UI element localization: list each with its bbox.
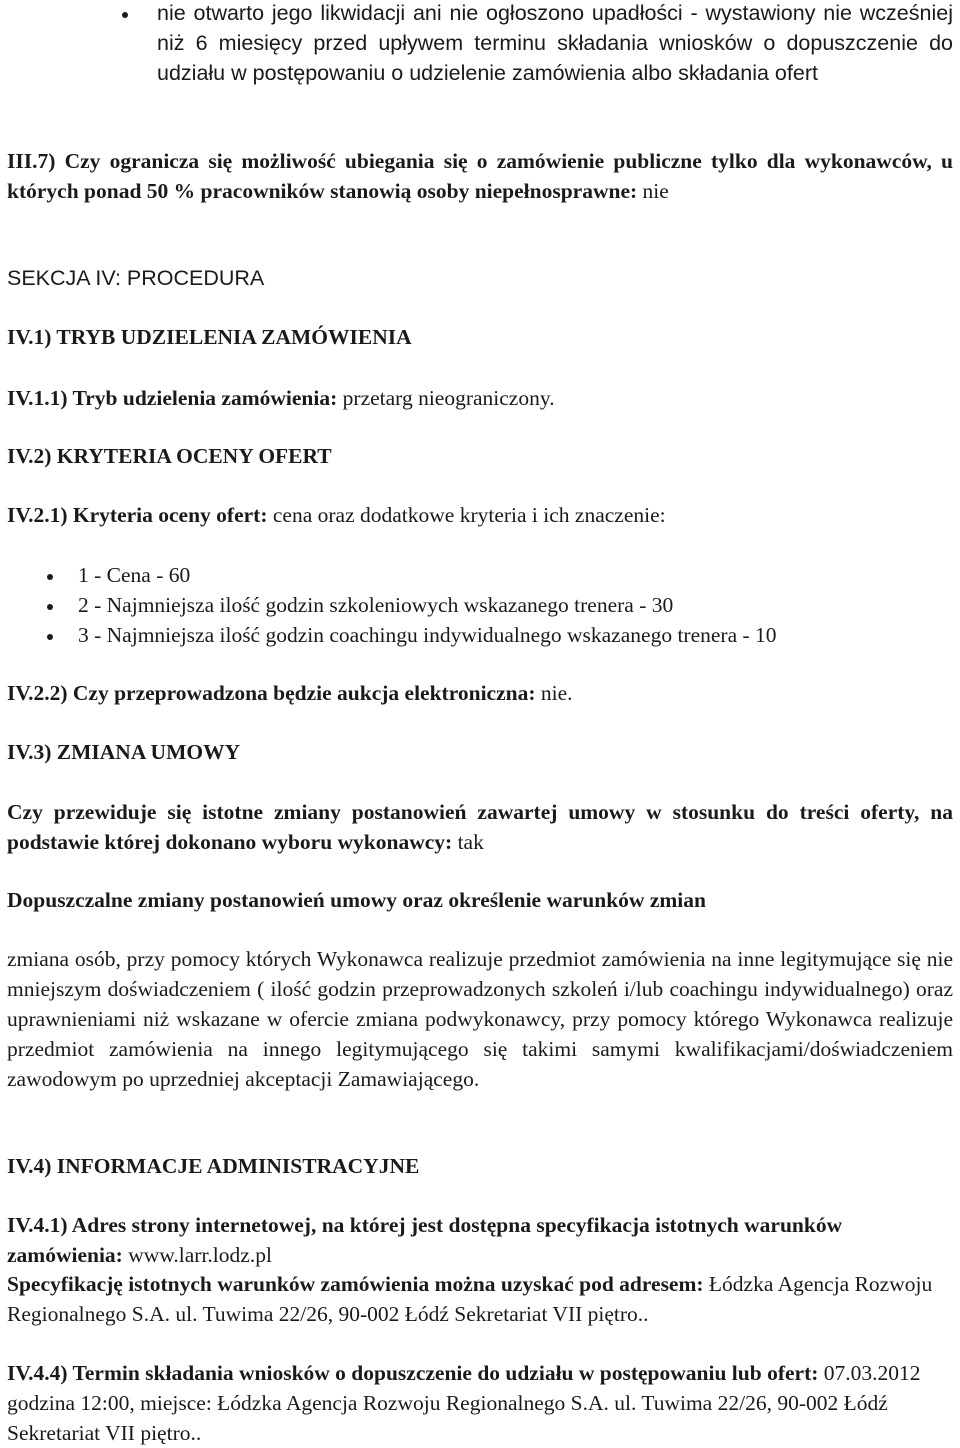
- bullet-dot: [47, 604, 53, 610]
- question-label: IV.2.1) Kryteria oceny ofert:: [7, 503, 268, 527]
- changes-text: zmiana osób, przy pomocy których Wykonawca realizuje przedmiot zamówienia na inne legitymujące się nie mniejszym doświadczeniem ( ilość godzin przeprowadzonych szkoleń i/lub coachingu indywidualnego) oraz uprawnieniami niż wskazane w ofercie zmiana podwykonawcy, przy pomocy którego Wykonawca realizuje przedmiot zamówienia na innego legitymującego się takimi samymi kwalifikacjami/doświadczeniem zawodowym po uprzedniej akceptacji Zamawiającego.: [7, 947, 953, 1091]
- list-item: [157, 0, 953, 88]
- heading-iv-3: [7, 737, 953, 767]
- question-answer: nie: [642, 179, 669, 203]
- question-answer: nie.: [540, 681, 573, 705]
- criteria-item: 3 - Najmniejsza ilość godzin coachingu indywidualnego wskazanego trenera - 10: [78, 623, 777, 647]
- bullet-dot: [47, 634, 53, 640]
- question-iv-3: [7, 797, 953, 857]
- question-iii-7: [7, 146, 953, 206]
- question-answer: 07.03.2012 godzina 12:00, miejsce: Łódzka Agencja Rozwoju Regionalnego S.A. ul. Tuwima 22/26, 90-002 Łódź Sekretariat VII piętro..: [7, 1361, 921, 1445]
- question-answer: Łódzka Agencja Rozwoju Regionalnego S.A. ul. Tuwima 22/26, 90-002 Łódź Sekretariat VII piętro..: [7, 1272, 933, 1326]
- question-iv-1-1: [7, 383, 953, 413]
- question-label: IV.1.1) Tryb udzielenia zamówienia:: [7, 386, 338, 410]
- website-link[interactable]: www.larr.lodz.pl: [128, 1243, 272, 1267]
- question-answer: przetarg nieograniczony.: [342, 386, 555, 410]
- siwz-address: [7, 1269, 953, 1329]
- heading-iv-1: [7, 322, 953, 352]
- question-answer: cena oraz dodatkowe kryteria i ich znaczenie:: [272, 503, 666, 527]
- question-label: IV.2.2) Czy przeprowadzona będzie aukcja elektroniczna:: [7, 681, 536, 705]
- list-item-text: nie otwarto jego likwidacji ani nie ogłoszono upadłości - wystawiony nie wcześniej niż 6 miesięcy przed upływem terminu składania wniosków o dopuszczenie do udziału w postępowaniu o udzielenie zamówienia albo składania ofert: [157, 1, 953, 85]
- question-answer: tak: [457, 830, 484, 854]
- criteria-item: 2 - Najmniejsza ilość godzin szkoleniowych wskazanego trenera - 30: [78, 593, 674, 617]
- criteria-item: 1 - Cena - 60: [78, 563, 191, 587]
- bullet-dot: [47, 574, 53, 580]
- question-iv-2-1: [7, 500, 953, 530]
- heading-text: IV.1) TRYB UDZIELENIA ZAMÓWIENIA: [7, 325, 412, 349]
- heading-text: Dopuszczalne zmiany postanowień umowy oraz określenie warunków zmian: [7, 888, 706, 912]
- heading-text: IV.3) ZMIANA UMOWY: [7, 740, 241, 764]
- heading-iv-4: [7, 1151, 953, 1181]
- question-iv-4-1: [7, 1210, 953, 1270]
- question-iv-2-2: [7, 678, 953, 708]
- question-iv-4-4: [7, 1358, 953, 1448]
- question-label: III.7) Czy ogranicza się możliwość ubiegania się o zamówienie publiczne tylko dla wykonawców, u których ponad 50 % pracowników stanowią osoby niepełnosprawne:: [7, 149, 953, 203]
- question-label: IV.4.4) Termin składania wniosków o dopuszczenie do udziału w postępowaniu lub ofert:: [7, 1361, 819, 1385]
- question-label: Czy przewiduje się istotne zmiany postanowień zawartej umowy w stosunku do treści oferty, na podstawie której dokonano wyboru wykonawcy:: [7, 800, 953, 854]
- heading-text: IV.4) INFORMACJE ADMINISTRACYJNE: [7, 1154, 420, 1178]
- heading-iv-2: [7, 441, 953, 471]
- section-title: SEKCJA IV: PROCEDURA: [7, 266, 265, 290]
- question-label: IV.4.1) Adres strony internetowej, na której jest dostępna specyfikacja istotnych warunków zamówienia:: [7, 1213, 843, 1267]
- changes-title: [7, 885, 953, 915]
- bullet-dot: [122, 12, 128, 18]
- heading-text: IV.2) KRYTERIA OCENY OFERT: [7, 444, 332, 468]
- question-label: Specyfikację istotnych warunków zamówienia można uzyskać pod adresem:: [7, 1272, 704, 1296]
